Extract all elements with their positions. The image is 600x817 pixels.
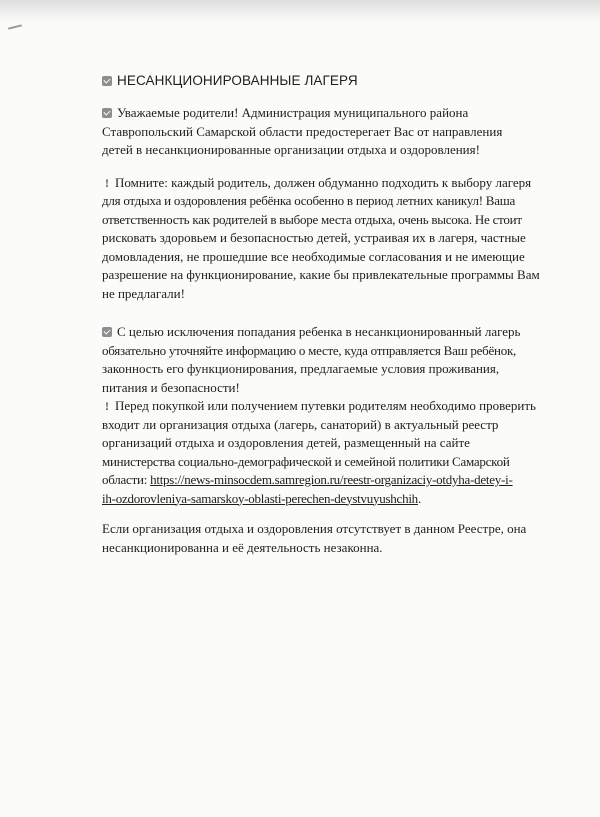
line-text: рисковать здоровьем и безопасностью детей, устраивая их в лагеря, частные — [102, 230, 526, 245]
checkbox-checked-icon — [102, 76, 112, 86]
line-text: питания и безопасности! — [102, 379, 240, 395]
line-text: для отдыха и оздоровления ребёнка особенно в период летних каникул! Ваша — [102, 193, 515, 208]
line-text: Уважаемые родители! Администрация муниципального района — [117, 105, 469, 120]
document-body — [102, 72, 585, 557]
line-text: разрешение на функционирование, какие бы привлекательные программы Вам — [102, 267, 540, 282]
paragraph-remember — [102, 174, 585, 304]
paragraph-line — [102, 285, 585, 304]
line-text: министерства социально-демографической и семейной политики Самарской — [102, 453, 510, 469]
paragraph-line — [102, 453, 585, 472]
paragraph-check-info — [102, 323, 585, 397]
paragraph-line — [102, 141, 585, 160]
line-text: несанкционированна и её деятельность незаконна. — [102, 539, 383, 555]
paragraph-line — [102, 416, 585, 435]
registry-link-continued[interactable]: ih-ozdorovleniya-samarskoy-oblasti-perechen-deystvuyushchih — [102, 490, 418, 506]
line-text: Если организация отдыха и оздоровления отсутствует в данном Реестре, она — [102, 521, 527, 536]
line-text: законность его функционирования, предлагаемые условия проживания, — [102, 361, 500, 376]
checkbox-checked-icon — [102, 108, 112, 118]
paragraph-line — [102, 471, 585, 490]
paragraph-line — [102, 520, 585, 539]
line-text: области: — [102, 472, 148, 487]
line-text: ответственность как родителей в выборе места отдыха, очень высока. Не стоит — [102, 211, 522, 227]
paragraph-line — [102, 174, 585, 193]
paragraph-line — [102, 104, 585, 123]
line-text: входит ли организация отдыха (лагерь, санаторий) в актуальный реестр — [102, 416, 499, 432]
paragraph-line — [102, 229, 585, 248]
line-text: Перед покупкой или получением путевки родителям необходимо проверить — [115, 398, 536, 413]
paragraph-conclusion — [102, 520, 585, 557]
scan-mark — [8, 24, 22, 29]
exclamation-icon: ! — [105, 399, 109, 413]
paragraph-line — [102, 397, 585, 416]
paragraph-line — [102, 323, 585, 342]
line-text: организаций отдыха и оздоровления детей, размещенный на сайте — [102, 435, 470, 450]
document-heading — [102, 72, 585, 90]
line-text: обязательно уточняйте информацию о месте, куда отправляется Ваш ребёнок, — [102, 342, 517, 358]
paragraph-line — [102, 248, 585, 267]
paragraph-line — [102, 266, 585, 285]
paragraph-line — [102, 211, 585, 230]
paragraph-warning — [102, 104, 585, 160]
paragraph-line — [102, 342, 585, 361]
paragraph-line — [102, 379, 585, 398]
paragraph-line — [102, 192, 585, 211]
paragraph-line — [102, 490, 585, 509]
registry-link[interactable]: https://news-minsocdem.samregion.ru/reestr-organizaciy-otdyha-detey-i- — [150, 472, 513, 487]
paragraph-line — [102, 123, 585, 142]
paragraph-registry — [102, 397, 585, 508]
line-text: С целью исключения попадания ребенка в несанкционированный лагерь — [117, 324, 521, 339]
paragraph-line — [102, 434, 585, 453]
line-text: Ставропольский Самарской области предостерегает Вас от направления — [102, 123, 503, 139]
line-text: домовладения, не прошедшие все необходимые согласования и не имеющие — [102, 248, 525, 264]
paragraph-line — [102, 539, 585, 558]
exclamation-icon: ! — [105, 175, 109, 190]
heading-text: НЕСАНКЦИОНИРОВАННЫЕ ЛАГЕРЯ — [117, 73, 358, 88]
scan-shadow — [0, 0, 600, 22]
line-text: Помните: каждый родитель, должен обдуманно подходить к выбору лагеря — [115, 174, 532, 190]
line-text: детей в несанкционированные организации отдыха и оздоровления! — [102, 142, 480, 157]
paragraph-line — [102, 360, 585, 379]
line-text: не предлагали! — [102, 285, 185, 301]
checkbox-checked-icon — [102, 327, 112, 337]
line-text: . — [417, 490, 421, 506]
